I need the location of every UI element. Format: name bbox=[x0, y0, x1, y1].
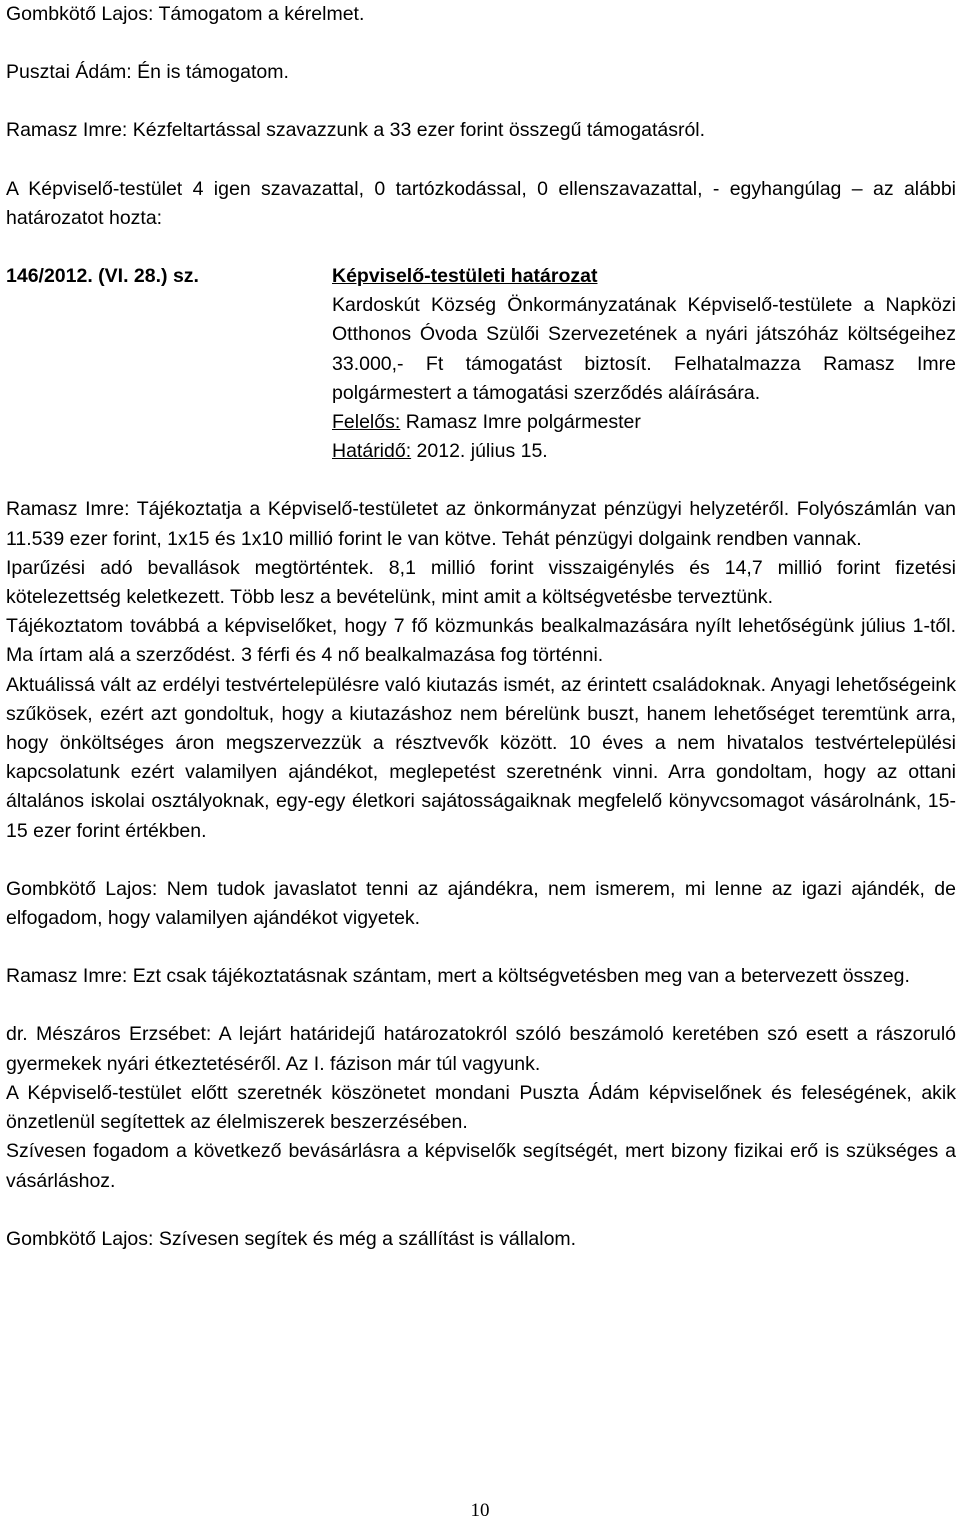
paragraph-meszaros-meals: dr. Mészáros Erzsébet: A lejárt határidejű határozatokról szóló beszámoló keretében szó esett a rászoruló gyermekek nyári étkeztetéséről. Az I. fázison már túl vagyunk. bbox=[6, 1023, 956, 1075]
deadline-label: Határidő: bbox=[332, 440, 412, 463]
paragraph-ramasz-budget: Ramasz Imre: Ezt csak tájékoztatásnak szántam, mert a költségvetésben meg van a betervezett összeg. bbox=[6, 965, 910, 988]
resolution-body bbox=[332, 262, 956, 466]
resolution-responsible bbox=[332, 408, 956, 437]
resolution-text: Kardoskút Község Önkormányzatának Képviselő-testülete a Napközi Otthonos Óvoda Szülői Szervezetének a nyári játszóház költségeihez 33.000,- Ft támogatást biztosít. Felhatalmazza Ramasz Imre polgármestert a támogatási szerződés aláírására. bbox=[332, 294, 956, 404]
paragraph-public-workers: Tájékoztatom továbbá a képviselőket, hogy 7 fő közmunkás bealkalmazására nyílt lehetőségünk július 1-től. Ma írtam alá a szerződést. 3 férfi és 4 nő bealkalmazása fog történni. bbox=[6, 615, 956, 667]
resolution-title: Képviselő-testületi határozat bbox=[332, 265, 598, 288]
paragraph-thanks: A Képviselő-testület előtt szeretnék köszönetet mondani Puszta Ádám képviselőnek és feleségének, akik önzetlenül segítettek az élelmiszerek beszerzésében. bbox=[6, 1081, 956, 1134]
paragraph-twin-town: Aktuálissá vált az erdélyi testvértelepülésre való kiutazás ismét, az érintett családoknak. Anyagi lehetőségeink szűkösek, ezért azt gondoltuk, hogy a kiutazáshoz nem bérelünk buszt, hanem lehetőséget teremtünk arra, hogy önköltséges áron megszervezzük a résztvevők között. 10 éves a nem hivatalos testvértelepülési kapcsolatunk ezért valamilyen ajándékot, meglepetést szeretnénk vinni. Arra gondoltam, hogy az ottani általános iskolai osztályoknak, egy-egy életkori sajátosságaiknak megfelelő könyvcsomagot vásárolnánk, 15-15 ezer forint értékben. bbox=[6, 673, 956, 842]
deadline-value: 2012. július 15. bbox=[411, 440, 548, 463]
paragraph-tax: Iparűzési adó bevallások megtörténtek. 8,1 millió forint visszaigénylés és 14,7 millió forint fizetési kötelezettség keletkezett. Több lesz a bevételünk, mint amit a költségvetésbe terveztünk. bbox=[6, 556, 956, 609]
vote-result: A Képviselő-testület 4 igen szavazattal, 0 tartózkodással, 0 ellenszavazattal, - egyhangúlag – az alábbi határozatot hozta: bbox=[6, 177, 956, 229]
statement-pusztai: Pusztai Ádám: Én is támogatom. bbox=[6, 61, 289, 84]
paragraph-gombkoto-transport: Gombkötő Lajos: Szívesen segítek és még a szállítást is vállalom. bbox=[6, 1227, 577, 1250]
resolution-deadline bbox=[332, 437, 956, 466]
paragraph-finances: Ramasz Imre: Tájékoztatja a Képviselő-testületet az önkormányzat pénzügyi helyzetéről. Folyószámlán van 11.539 ezer forint, 1x15 és 1x10 millió forint le van kötve. Tehát pénzügyi dolgaink rendben vannak. bbox=[6, 498, 956, 550]
paragraph-shopping-help: Szívesen fogadom a következő bevásárlásra a képviselők segítségét, mert bizony fizikai erő is szükséges a vásárláshoz. bbox=[6, 1140, 956, 1192]
statement-ramasz-vote-call: Ramasz Imre: Kézfeltartással szavazzunk a 33 ezer forint összegű támogatásról. bbox=[6, 119, 706, 142]
document-page bbox=[6, 0, 956, 1254]
responsible-value: Ramasz Imre polgármester bbox=[400, 411, 641, 434]
resolution-number: 146/2012. (VI. 28.) sz. bbox=[6, 265, 199, 288]
statement-gombkoto: Gombkötő Lajos: Támogatom a kérelmet. bbox=[6, 3, 365, 25]
paragraph-gombkoto-gift: Gombkötő Lajos: Nem tudok javaslatot tenni az ajándékra, nem ismerem, mi lenne az igazi ajándék, de elfogadom, hogy valamilyen ajándékot vigyetek. bbox=[6, 877, 956, 930]
resolution-block bbox=[6, 262, 956, 466]
responsible-label: Felelős: bbox=[332, 411, 401, 434]
page-number: 10 bbox=[470, 1500, 490, 1521]
